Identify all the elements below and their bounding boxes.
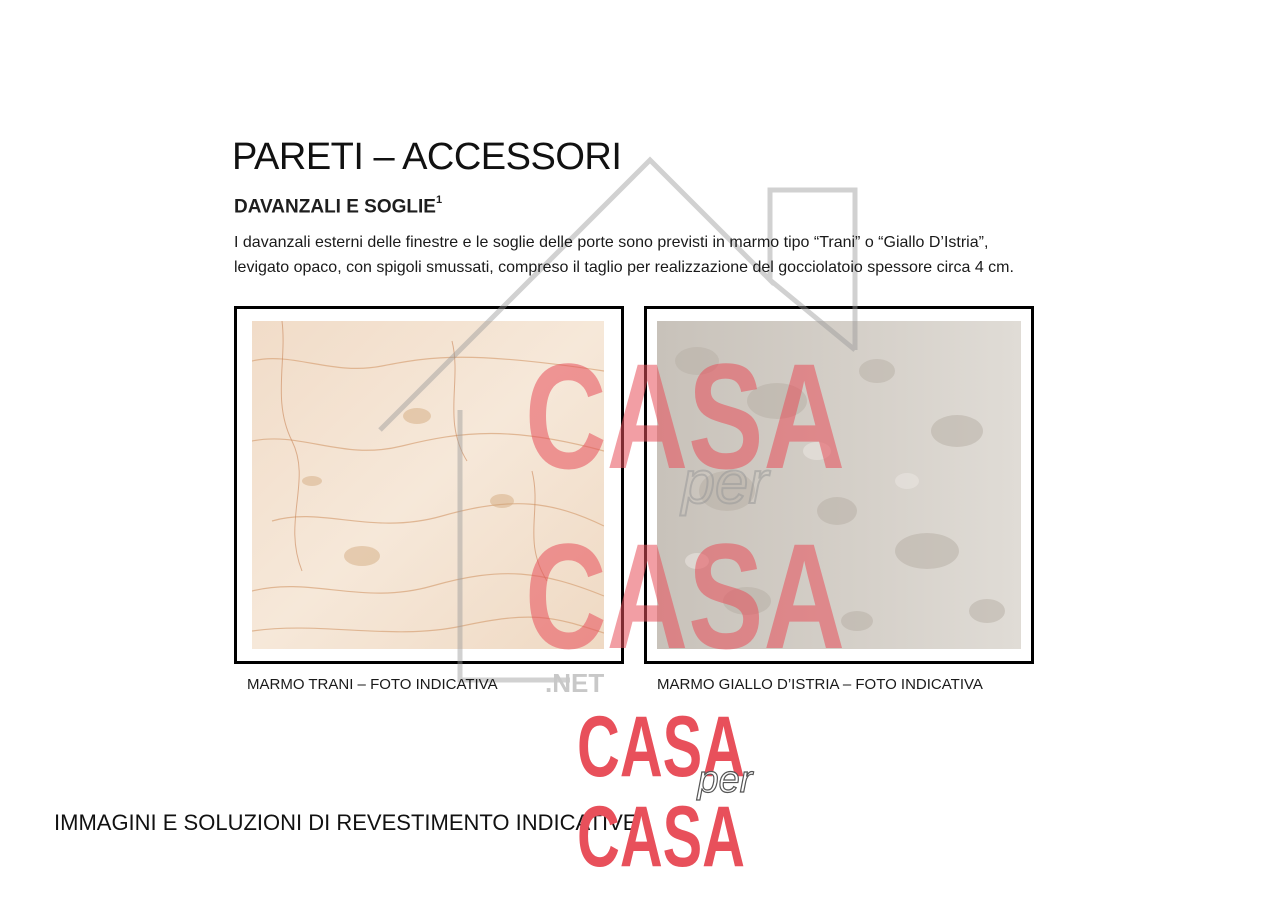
section-title <box>234 196 442 218</box>
watermark-word-top: CASA <box>525 332 845 500</box>
watermark-suffix: .NET <box>545 668 605 698</box>
footnote-mark: 1 <box>435 194 443 206</box>
page-title: PARETI – ACCESSORI <box>232 136 622 178</box>
watermark-word-middle: per <box>681 449 769 516</box>
footer-note: IMMAGINI E SOLUZIONI DI REVESTIMENTO INDICATIVE <box>54 810 638 835</box>
watermark-word-bottom: CASA <box>525 512 845 678</box>
logo-word-bottom: CASA <box>577 789 745 874</box>
caption-trani: MARMO TRANI – FOTO INDICATIVA <box>247 676 498 693</box>
section-title-text: DAVANZALI E SOGLIE <box>234 196 436 218</box>
logo-word-top: CASA <box>577 699 745 795</box>
body-paragraph: I davanzali esterni delle finestre e le soglie delle porte sono previsti in marmo tipo “Trani” o “Giallo D’Istria”, levigato opaco, con spigoli smussati, compreso il taglio per realizzazione del gocciolatoio spessore circa 4 cm. <box>234 234 1014 276</box>
logo-word-middle: per <box>697 759 753 801</box>
giallo-istria-marble-photo <box>657 321 1021 649</box>
photo-frame-giallo-istria <box>644 306 1034 664</box>
casa-per-casa-logo <box>575 696 775 874</box>
trani-marble-photo <box>252 321 604 649</box>
caption-giallo-istria: MARMO GIALLO D’ISTRIA – FOTO INDICATIVA <box>657 676 983 693</box>
photo-frame-trani <box>234 306 624 664</box>
